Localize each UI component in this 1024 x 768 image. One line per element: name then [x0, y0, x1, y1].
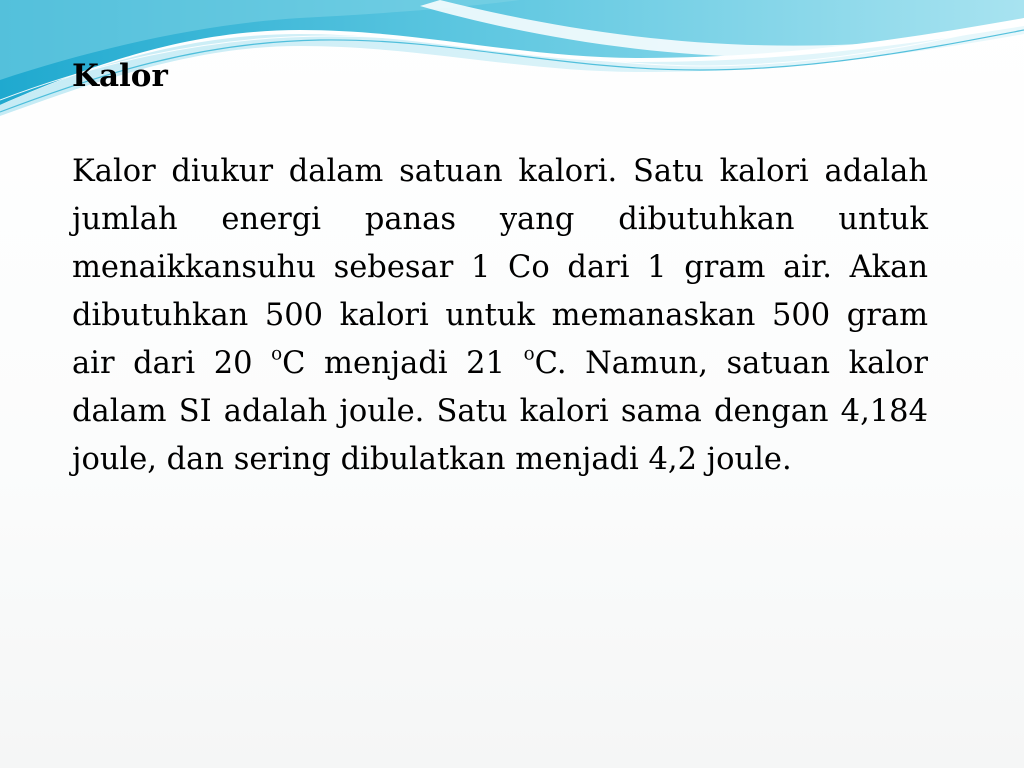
slide-body-paragraph [72, 148, 928, 484]
degree-superscript-2: o [523, 343, 535, 365]
degree-superscript-1: o [271, 343, 283, 365]
body-text-part-3: C. Namun, satuan kalor dalam SI adalah joule. Satu kalori sama dengan 4,184 joule, dan sering dibulatkan menjadi 4,2 joule. [72, 346, 928, 477]
body-text-part-1: Kalor diukur dalam satuan kalori. Satu kalori adalah jumlah energi panas yang dibutuhkan untuk menaikkansuhu sebesar 1 Co dari 1 gram air. Akan dibutuhkan 500 kalori untuk memanaskan 500 gram air dari 20 [72, 154, 928, 381]
slide-title: Kalor [72, 58, 168, 94]
body-text-part-2: C menjadi 21 [282, 346, 524, 381]
